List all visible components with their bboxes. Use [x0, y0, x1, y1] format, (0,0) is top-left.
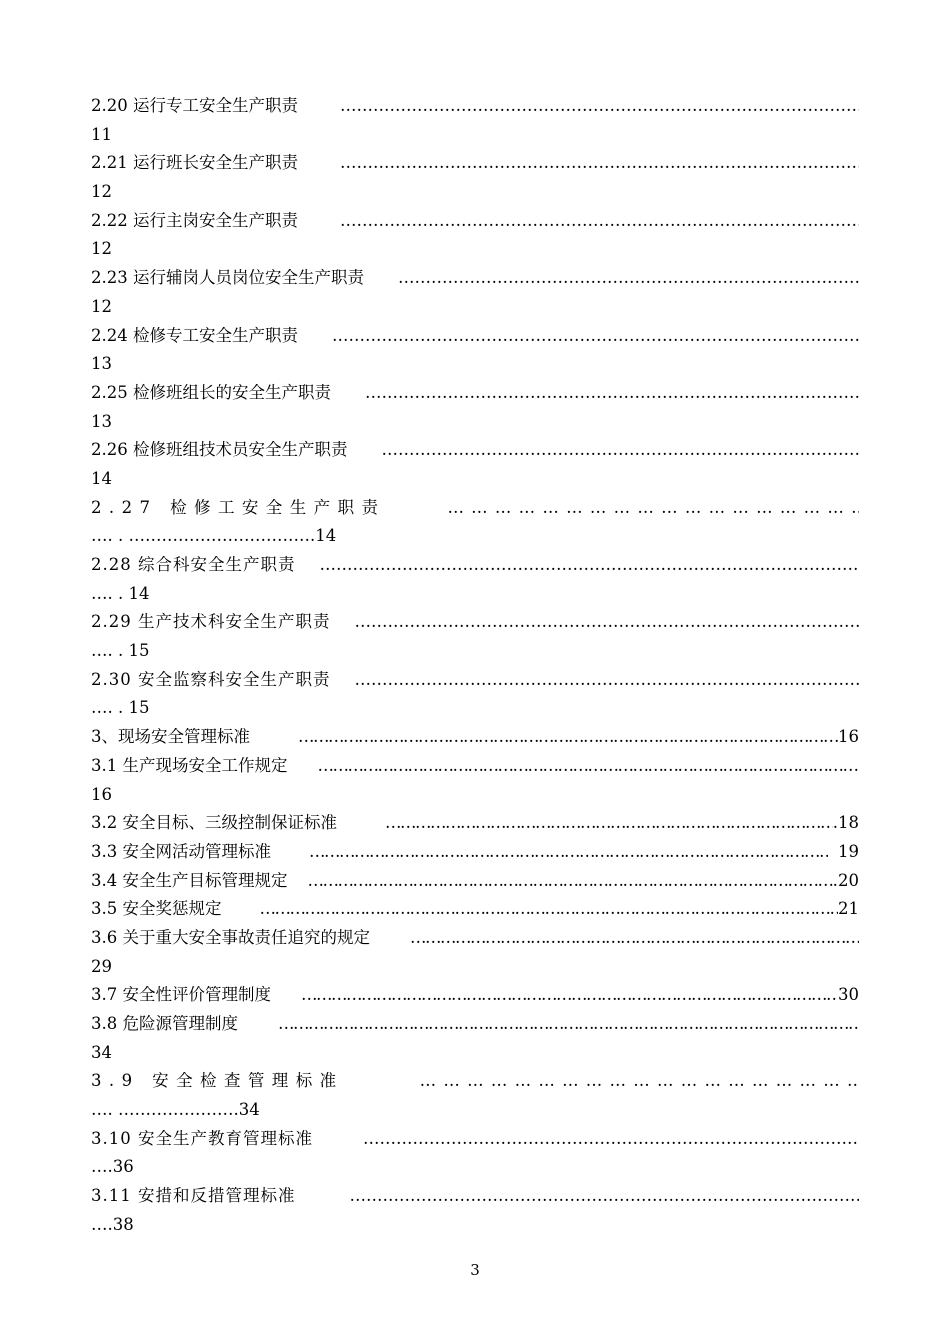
toc-entry-title: 2.23 运行辅岗人员岗位安全生产职责 — [91, 268, 364, 288]
toc-entry[interactable] — [91, 867, 859, 896]
toc-entry-page-number: 12 — [91, 296, 112, 316]
toc-entry-page-number: .18 — [832, 813, 859, 833]
toc-entry-title: 2.21 运行班长安全生产职责 — [91, 153, 298, 173]
toc-entry-title: 3.3 安全网活动管理标准 — [91, 841, 271, 861]
toc-entry-title: 3.2 安全目标、三级控制保证标准 — [91, 813, 337, 833]
toc-entry-page-number: 16 — [91, 784, 112, 804]
dot-leader — [340, 207, 859, 236]
toc-entry[interactable] — [91, 981, 859, 1010]
toc-entry[interactable] — [91, 551, 859, 608]
dot-leader — [309, 838, 828, 867]
toc-entry-page-number: 38 — [112, 1214, 134, 1234]
toc-entry-title: 3.1 生产现场安全工作规定 — [91, 755, 288, 775]
toc-entry-page-number: 34 — [238, 1100, 260, 1120]
toc-entry[interactable] — [91, 207, 859, 264]
dot-leader — [349, 1182, 859, 1211]
toc-entry[interactable] — [91, 723, 859, 752]
toc-entry-page-number: 15 — [128, 641, 150, 661]
toc-entry[interactable] — [91, 895, 859, 924]
dot-leader — [398, 264, 859, 293]
toc-entry[interactable] — [91, 494, 859, 551]
toc-entry[interactable] — [91, 809, 859, 838]
toc-entry-page-number: 20 — [838, 870, 859, 890]
toc-entry-title: 3.10 安全生产教育管理标准 — [91, 1128, 313, 1148]
toc-entry[interactable] — [91, 379, 859, 436]
dot-leader — [308, 867, 839, 896]
toc-entry-page-number: 19 — [838, 841, 859, 861]
toc-entry-title: 3.7 安全性评价管理制度 — [91, 985, 271, 1005]
table-of-contents — [91, 92, 859, 1240]
toc-entry-page-number: 13 — [91, 354, 112, 374]
toc-entry-leader-continuation: …. . ……………………………. — [91, 526, 316, 546]
toc-entry-title: 2.22 运行主岗安全生产职责 — [91, 210, 298, 230]
dot-leader — [278, 1010, 859, 1039]
toc-entry-title: 3.8 危险源管理制度 — [91, 1014, 238, 1033]
toc-entry[interactable] — [91, 322, 859, 379]
toc-entry-title: 3.4 安全生产目标管理规定 — [91, 870, 288, 890]
toc-entry-title: 3、现场安全管理标准 — [91, 727, 250, 747]
toc-entry[interactable] — [91, 1182, 859, 1239]
dot-leader — [354, 666, 859, 695]
dot-leader — [340, 149, 859, 178]
dot-leader — [365, 379, 859, 408]
toc-entry-page-number: 16 — [838, 727, 859, 747]
toc-entry-title: 2.20 运行专工安全生产职责 — [91, 96, 298, 115]
toc-entry-leader-continuation: …. — [91, 1214, 113, 1234]
toc-entry[interactable] — [91, 838, 859, 867]
toc-entry[interactable] — [91, 608, 859, 665]
toc-entry-title: 2.30 安全监察科安全生产职责 — [91, 669, 331, 689]
toc-entry-title: 2.28 综合科安全生产职责 — [91, 555, 296, 574]
dot-leader — [319, 551, 859, 580]
dot-leader — [318, 752, 860, 781]
toc-entry-page-number: 30 — [838, 985, 859, 1005]
toc-entry-page-number: 14 — [91, 468, 112, 488]
dot-leader — [354, 608, 859, 637]
toc-entry-title: 2.26 检修班组技术员安全生产职责 — [91, 440, 348, 460]
page-number: 3 — [470, 1261, 480, 1279]
toc-entry-title: 2.24 检修专工安全生产职责 — [91, 325, 298, 345]
toc-entry-title: 3.11 安措和反措管理标准 — [91, 1186, 296, 1206]
toc-entry[interactable] — [91, 436, 859, 493]
toc-entry[interactable] — [91, 666, 859, 723]
dot-leader — [301, 981, 838, 1010]
dot-leader — [381, 436, 859, 465]
toc-entry-leader-continuation: …. — [91, 1157, 113, 1177]
dot-leader — [332, 322, 859, 351]
dot-leader — [410, 924, 859, 953]
toc-entry-title: 3.5 安全奖惩规定 — [91, 899, 222, 919]
toc-entry[interactable] — [91, 1067, 859, 1124]
toc-entry[interactable] — [91, 924, 859, 981]
toc-entry[interactable] — [91, 1125, 859, 1182]
dot-leader — [420, 1067, 859, 1096]
dot-leader — [385, 809, 833, 838]
toc-entry-leader-continuation: …. . — [91, 583, 124, 603]
toc-entry-page-number: 14 — [315, 526, 337, 546]
toc-entry[interactable] — [91, 92, 859, 149]
toc-entry-page-number: 29 — [91, 956, 112, 976]
toc-entry-page-number: 34 — [91, 1042, 112, 1062]
dot-leader — [447, 494, 859, 523]
dot-leader — [260, 895, 839, 924]
toc-entry-title: 2.25 检修班组长的安全生产职责 — [91, 382, 331, 402]
toc-entry[interactable] — [91, 149, 859, 206]
toc-entry-title: 2.29 生产技术科安全生产职责 — [91, 612, 331, 632]
toc-entry-leader-continuation: …. . — [91, 698, 124, 718]
dot-leader — [363, 1125, 859, 1154]
toc-entry-page-number: 14 — [128, 583, 150, 603]
toc-entry-leader-continuation: …. . — [91, 641, 124, 661]
dot-leader — [298, 723, 838, 752]
toc-entry-page-number: 13 — [91, 411, 112, 431]
toc-entry-leader-continuation: …. …………………. — [91, 1100, 239, 1120]
dot-leader — [340, 92, 859, 121]
toc-entry-page-number: 21 — [838, 899, 859, 919]
toc-entry-page-number: 11 — [91, 124, 112, 144]
toc-entry[interactable] — [91, 752, 859, 809]
toc-entry-page-number: 12 — [91, 182, 112, 202]
toc-entry-page-number: 36 — [112, 1157, 134, 1177]
toc-entry-page-number: 12 — [91, 239, 112, 259]
toc-entry-title: 2.27 检修工安全生产职责 — [91, 497, 386, 517]
toc-entry[interactable] — [91, 264, 859, 321]
toc-entry-title: 3.6 关于重大安全事故责任追究的规定 — [91, 927, 370, 947]
toc-entry-page-number: 15 — [128, 698, 150, 718]
toc-entry-title: 3.9 安全检查管理标准 — [91, 1071, 344, 1091]
toc-entry[interactable] — [91, 1010, 859, 1067]
